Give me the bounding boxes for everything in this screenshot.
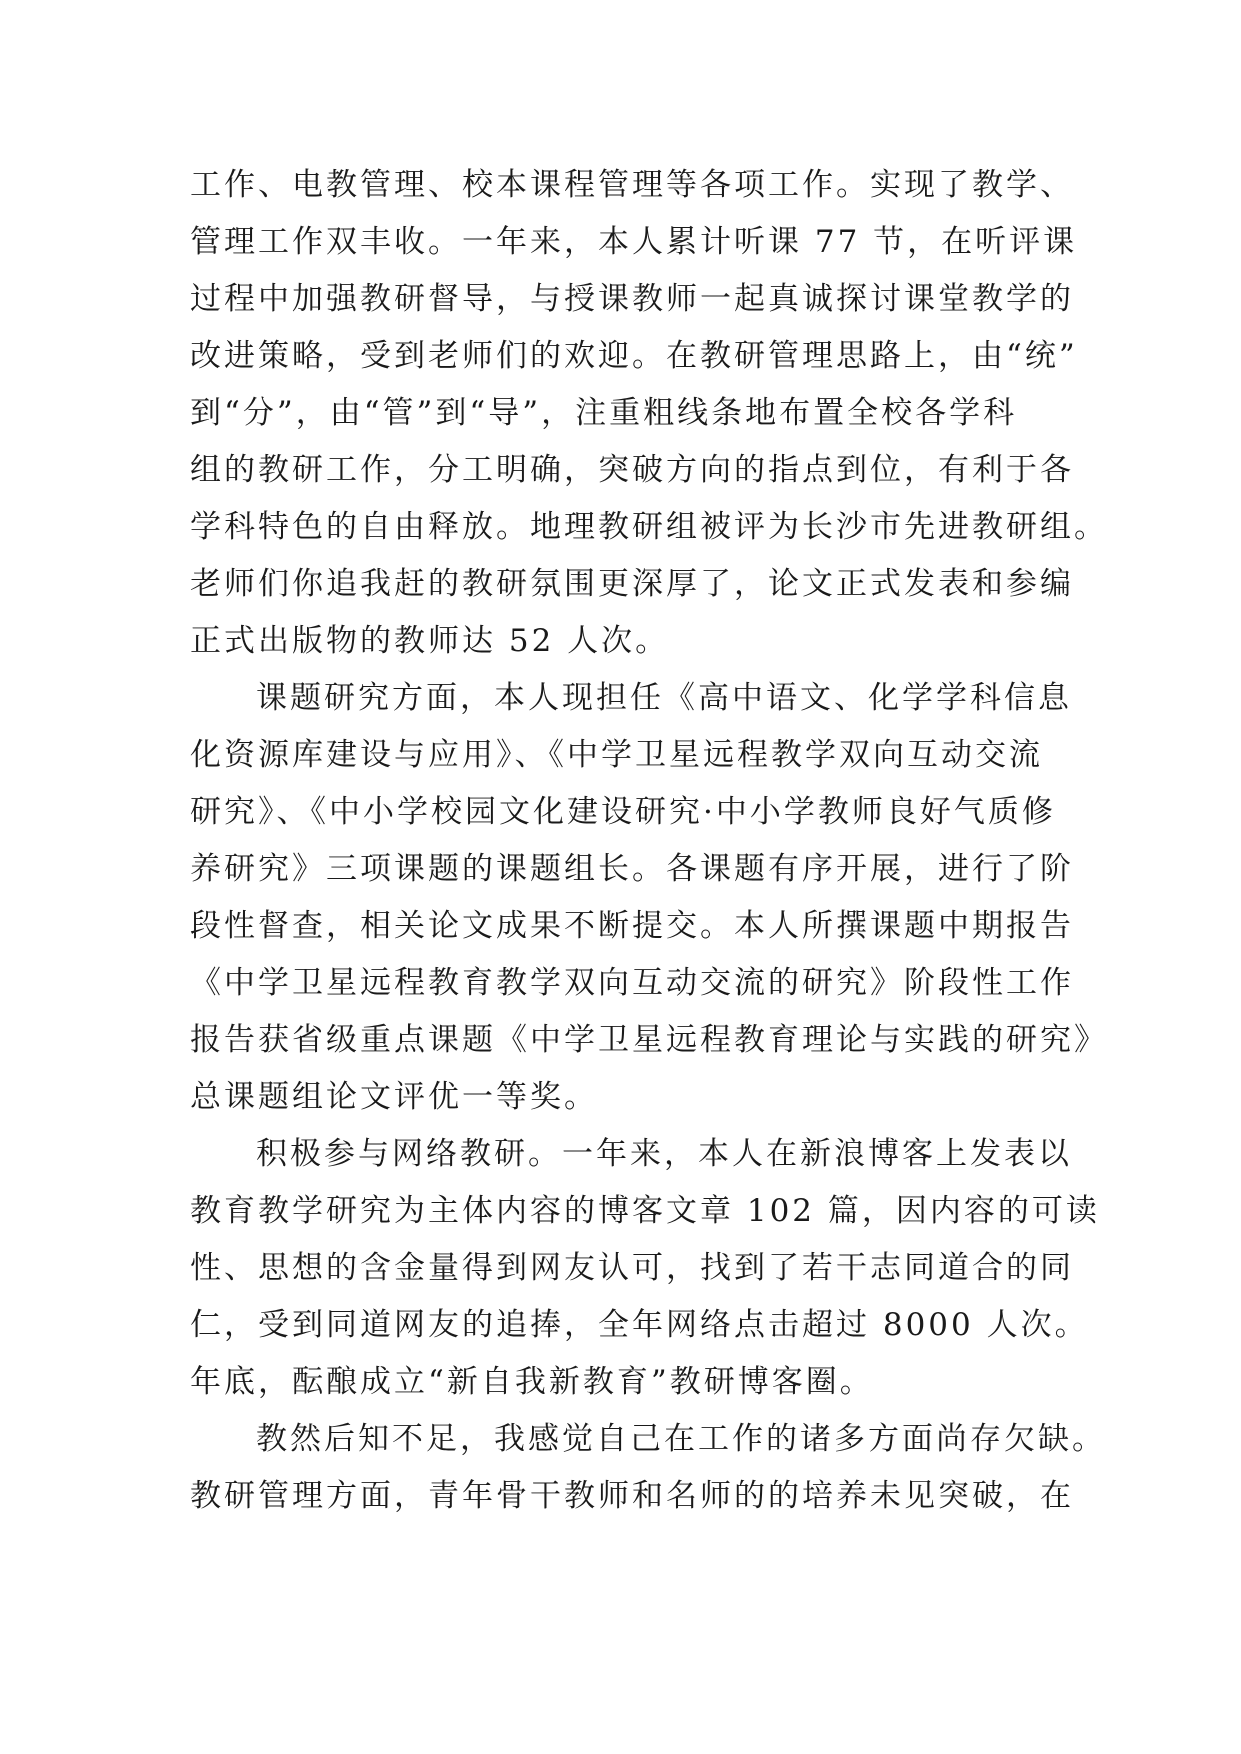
text-line: 总课题组论文评优一等奖。 — [190, 1079, 598, 1115]
text-line: 性、思想的含金量得到网友认可，找到了若干志同道合的同 — [190, 1250, 1074, 1286]
text-line: 教研管理方面，青年骨干教师和名师的的培养未见突破，在 — [190, 1478, 1074, 1514]
text-line: 积极参与网络教研。一年来，本人在新浪博客上发表以 — [256, 1136, 1072, 1172]
text-line: 化资源库建设与应用》、《中学卫星远程教学双向互动交流 — [190, 737, 1043, 773]
text-line: 段性督查，相关论文成果不断提交。本人所撰课题中期报告 — [190, 908, 1074, 944]
text-line: 工作、电教管理、校本课程管理等各项工作。实现了教学、 — [190, 167, 1074, 203]
text-line: 年底，酝酿成立“新自我新教育”教研博客圈。 — [190, 1364, 874, 1400]
text-line: 课题研究方面，本人现担任《高中语文、化学学科信息 — [256, 680, 1072, 716]
text-line: 养研究》三项课题的课题组长。各课题有序开展，进行了阶 — [190, 851, 1074, 887]
text-line: 教育教学研究为主体内容的博客文章 102 篇，因内容的可读 — [190, 1193, 1100, 1229]
text-line: 报告获省级重点课题《中学卫星远程教育理论与实践的研究》 — [190, 1022, 1108, 1058]
text-line: 教然后知不足，我感觉自己在工作的诸多方面尚存欠缺。 — [256, 1421, 1106, 1457]
text-line: 《中学卫星远程教育教学双向互动交流的研究》阶段性工作 — [190, 965, 1074, 1001]
body-text — [190, 157, 1108, 1525]
text-line: 正式出版物的教师达 52 人次。 — [190, 623, 670, 659]
text-line: 组的教研工作，分工明确，突破方向的指点到位，有利于各 — [190, 452, 1074, 488]
text-line: 仁，受到同道网友的追捧，全年网络点击超过 8000 人次。 — [190, 1307, 1089, 1343]
text-line: 改进策略，受到老师们的欢迎。在教研管理思路上，由“统” — [190, 338, 1078, 374]
text-line: 学科特色的自由释放。地理教研组被评为长沙市先进教研组。 — [190, 509, 1108, 545]
text-line: 老师们你追我赶的教研氛围更深厚了，论文正式发表和参编 — [190, 566, 1074, 602]
text-line: 管理工作双丰收。一年来，本人累计听课 77 节，在听评课 — [190, 224, 1078, 260]
text-line: 研究》、《中小学校园文化建设研究·中小学教师良好气质修 — [190, 794, 1056, 830]
text-line: 过程中加强教研督导，与授课教师一起真诚探讨课堂教学的 — [190, 281, 1074, 317]
text-line: 到“分”，由“管”到“导”，注重粗线条地布置全校各学科 — [190, 395, 1018, 431]
